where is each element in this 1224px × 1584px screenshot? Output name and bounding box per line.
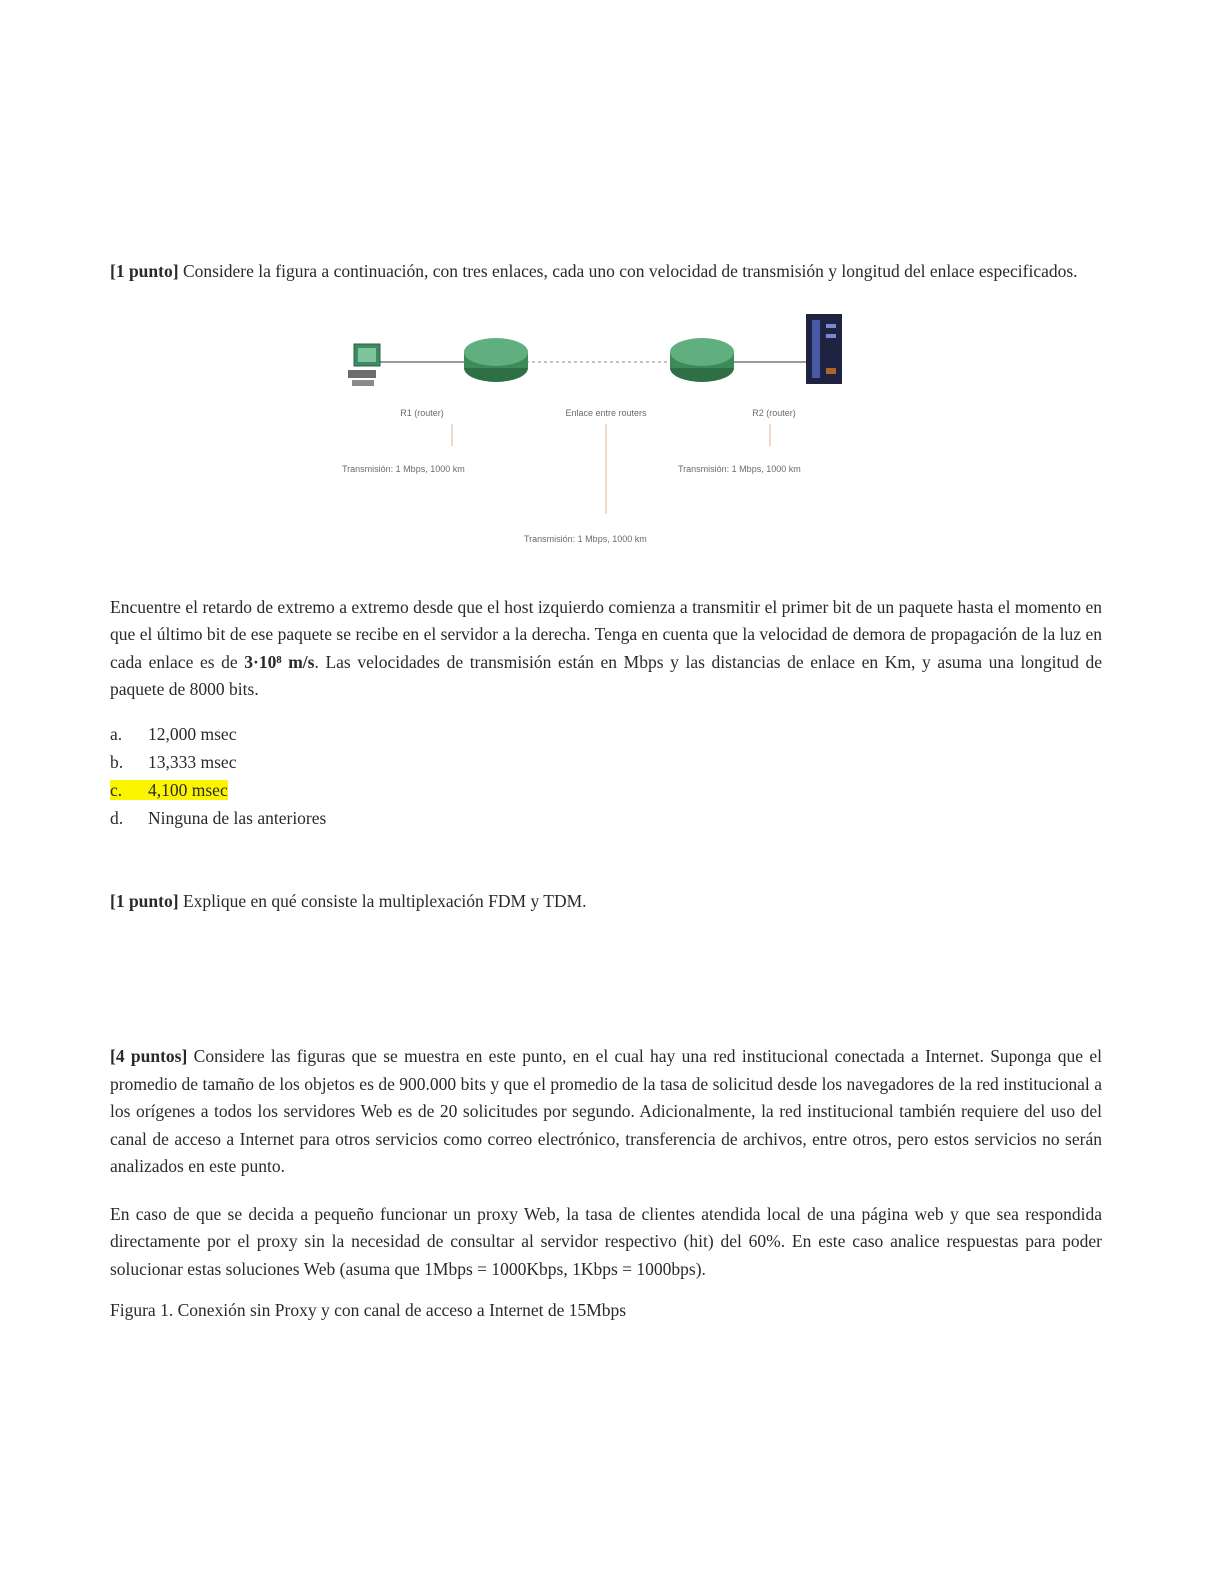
question-3-points: [4 puntos] [110, 1046, 188, 1066]
question-1-body-part2: . Las velocidades de transmisión están en Mbps y las distancias de enlace en Km, y asuma una longitud de paquete de 8000 bits. [110, 651, 1102, 699]
option-c[interactable] [110, 776, 1102, 804]
question-2-points: [1 punto] [110, 890, 179, 911]
question-2 [110, 888, 1102, 916]
label-link-mid: Enlace entre routers [565, 407, 647, 418]
option-letter: b. [110, 751, 124, 772]
note-mid: Transmisión: 1 Mbps, 1000 km [524, 533, 647, 544]
note-right: Transmisión: 1 Mbps, 1000 km [678, 463, 801, 474]
highlighted-answer [110, 780, 228, 800]
option-letter: a. [110, 723, 123, 744]
document-page [110, 258, 1102, 1325]
question-1-body [110, 594, 1102, 704]
router-1-icon [464, 338, 528, 382]
option-a[interactable] [110, 720, 1102, 748]
option-text: 4,100 msec [148, 779, 228, 800]
option-b[interactable] [110, 748, 1102, 776]
option-letter: c. [110, 779, 123, 800]
question-3-text-1: Considere las figuras que se muestra en este punto, en el cual hay una red institucional conectada a Internet. Suponga que el promedio de tamaño de los objetos es de 900.000 bits y que el promedio de la tasa de solicitud desde los navegadores de la red institucional a los orígenes a todos los servidores Web es de 20 solicitudes por segundo. Adicionalmente, la red institucional también requiere del uso del canal de acceso a Internet para otros servicios como correo electrónico, transferencia de archivos, entre otros, pero estos servicios no serán analizados en este punto. [110, 1046, 1102, 1176]
host-computer-icon [348, 344, 380, 386]
network-figure [338, 310, 898, 572]
question-3-paragraph-1 [110, 1043, 1102, 1181]
option-text: 13,333 msec [148, 751, 237, 772]
question-1-intro [110, 258, 1102, 286]
network-diagram [338, 310, 898, 572]
note-left: Transmisión: 1 Mbps, 1000 km [342, 463, 465, 474]
question-3-paragraph-2: En caso de que se decida a pequeño funcionar un proxy Web, la tasa de clientes atendida local de una página web y que sea respondida directamente por el proxy sin la necesidad de consultar al servidor respectivo (hit) del 60%. En este caso analice respuestas para poder solucionar estas soluciones Web (asuma que 1Mbps = 1000Kbps, 1Kbps = 1000bps). [110, 1203, 1102, 1279]
label-link-right: R2 (router) [752, 407, 796, 418]
question-1-intro-text: Considere la figura a continuación, con tres enlaces, cada uno con velocidad de transmisión y longitud del enlace especificados. [182, 261, 1078, 281]
label-link-left: R1 (router) [400, 407, 444, 418]
figure-caption: Figura 1. Conexión sin Proxy y con canal de acceso a Internet de 15Mbps [110, 1300, 627, 1320]
router-2-icon [670, 338, 734, 382]
option-text: 12,000 msec [148, 723, 237, 744]
question-1-body-part1: Encuentre el retardo de extremo a extremo desde que el host izquierdo comienza a transmitir el primer bit de un paquete hasta el momento en que el último bit de ese paquete se recibe en el servidor a la derecha. Tenga en cuenta que la velocidad de demora de propagación de la luz en cada enlace es de [110, 596, 1102, 672]
option-text: Ninguna de las anteriores [148, 807, 327, 828]
question-2-text: Explique en qué consiste la multiplexación FDM y TDM. [182, 890, 587, 911]
server-icon [806, 314, 842, 384]
propagation-speed: 3·10⁸ m/s [244, 651, 315, 672]
question-1-options [110, 720, 1102, 832]
question-1-points: [1 punto] [110, 261, 179, 281]
option-letter: d. [110, 807, 124, 828]
option-d[interactable] [110, 804, 1102, 832]
